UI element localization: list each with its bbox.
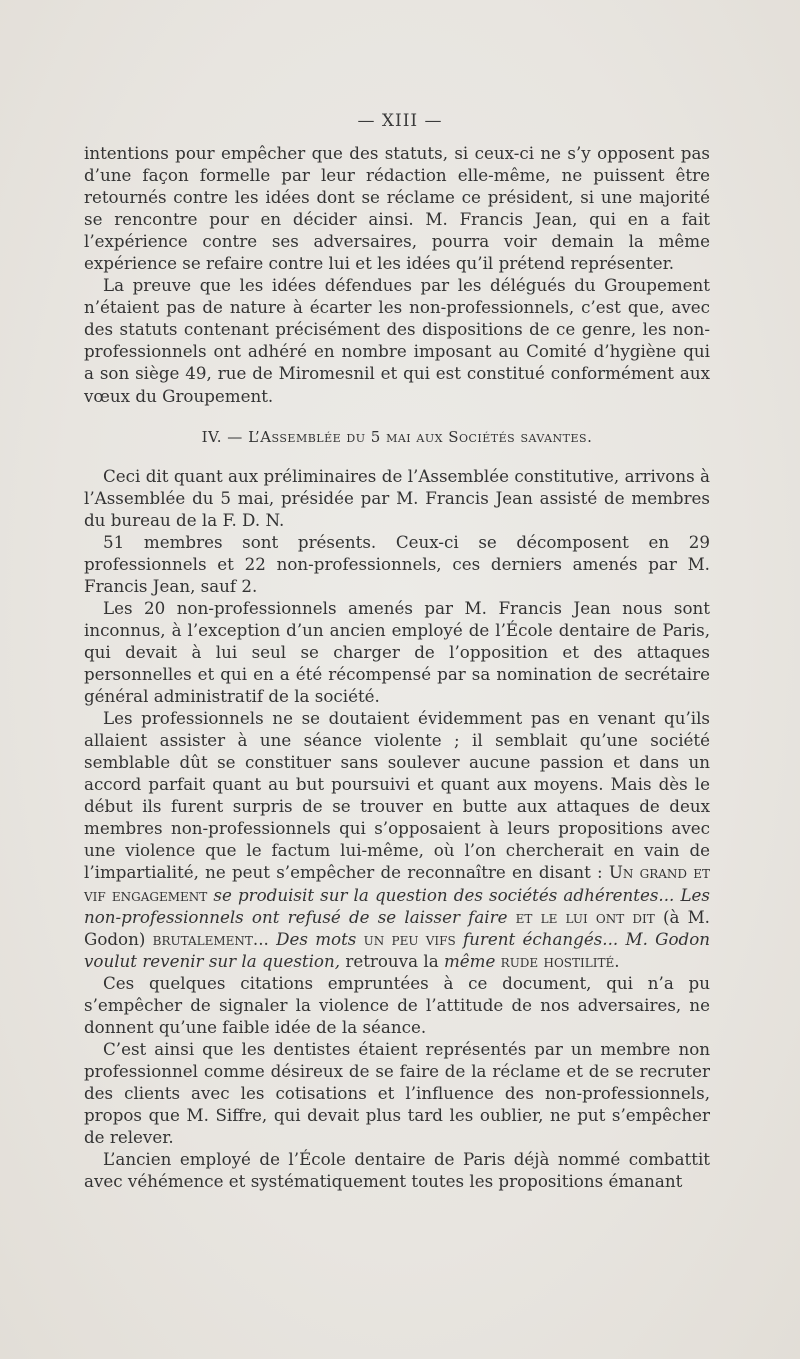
quote-8: furent échangés... M. Godon voulut revenir sur la question, (84, 928, 711, 971)
paragraph-1: intentions pour empêcher que des statuts, si ceux-ci ne s’y opposent pas d’une façon formelle par leur rédaction elle-même, ne puissent être retournés contre les idées dont se réclame ce président, si une majorité se rencontre pour en décider ainsi. M. Francis Jean, qui en a fait l’expérience contre ses adversaires, pourra voir demain la même expérience se refaire contre lui et les idées qu’il prétend représenter. (84, 143, 710, 274)
quote-4: (à M. Godon) (84, 906, 710, 949)
paragraph-7: Ces quelques citations empruntées à ce document, qui n’a pu s’empêcher de signaler la violence de l’attitude de nos adversaires, ne donnent qu’une faible idée de la séance. (84, 972, 710, 1037)
paragraph-9: L’ancien employé de l’École dentaire de Paris déjà nommé combattit avec véhémence et systématiquement toutes les propositions émanant (84, 1149, 710, 1192)
paragraph-3: Ceci dit quant aux préliminaires de l’Assemblée constitutive, arrivons à l’Assemblée du 5 mai, présidée par M. Francis Jean assisté de membres du bureau de la F. D. N. (84, 465, 710, 530)
quote-11: rude hostilité. (495, 950, 620, 971)
quote-3: et le lui ont dit (515, 906, 655, 927)
quote-5: brutalement... (152, 928, 269, 949)
paragraph-2: La preuve que les idées défendues par les délégués du Groupement n’étaient pas de nature à écarter les non-professionnels, c’est que, avec des statuts contenant précisément des dispositions de ce genre, les non-professionnels ont adhéré en nombre imposant au Comité d’hygiène qui a son siège 49, rue de Miromesnil et qui est constitué conformément aux vœux du Groupement. (84, 275, 710, 406)
section-heading: IV. — L’Assemblée du 5 mai aux Sociétés savantes. (201, 427, 593, 446)
paragraph-6 (84, 707, 710, 972)
quote-10: même (443, 950, 496, 971)
paragraph-4: 51 membres sont présents. Ceux-ci se décomposent en 29 professionnels et 22 non-professionnels, ces derniers amenés par M. Francis Jean, sauf 2. (84, 531, 710, 596)
paragraph-6-text: Les professionnels ne se doutaient évidemment pas en venant qu’ils allaient assister à une séance violente ; il semblait qu’une société semblable dût se constituer sans soulever aucune passion et dans un accord parfait quant au but poursuivi et quant aux moyens. Mais dès le début ils furent surpris de se trouver en butte aux attaques de deux membres non-professionnels qui s’opposaient à leurs propositions avec une violence que le factum lui-même, où l’on chercherait en vain de l’impartialité, ne peut s’empêcher de reconnaître en disant : (84, 708, 710, 883)
paragraph-5: Les 20 non-professionnels amenés par M. Francis Jean nous sont inconnus, à l’exception d’un ancien employé de l’École dentaire de Paris, qui devait à lui seul se charger de l’opposition et des attaques personnelles et qui en a été récompensé par sa nomination de secrétaire général administratif de la société. (84, 597, 710, 707)
quote-9: retrouva la (340, 950, 444, 971)
page-number: — XIII — (357, 111, 443, 131)
quote-7: un peu vifs (363, 928, 456, 949)
quote-6: Des mots (268, 928, 364, 949)
body-text (84, 142, 710, 1192)
quote-1: Un grand et vif engagement (84, 862, 710, 905)
paragraph-8: C’est ainsi que les dentistes étaient représentés par un membre non professionnel comme désireux de se faire de la réclame et de se recruter des clients avec les cotisations et l’influence des non-professionnels, propos que M. Siffre, qui devait plus tard les oublier, ne put s’empêcher de relever. (84, 1038, 710, 1148)
quote-2: se produisit sur la question des sociétés adhérentes... Les non-professionnels ont refusé de se laisser faire (84, 884, 710, 927)
